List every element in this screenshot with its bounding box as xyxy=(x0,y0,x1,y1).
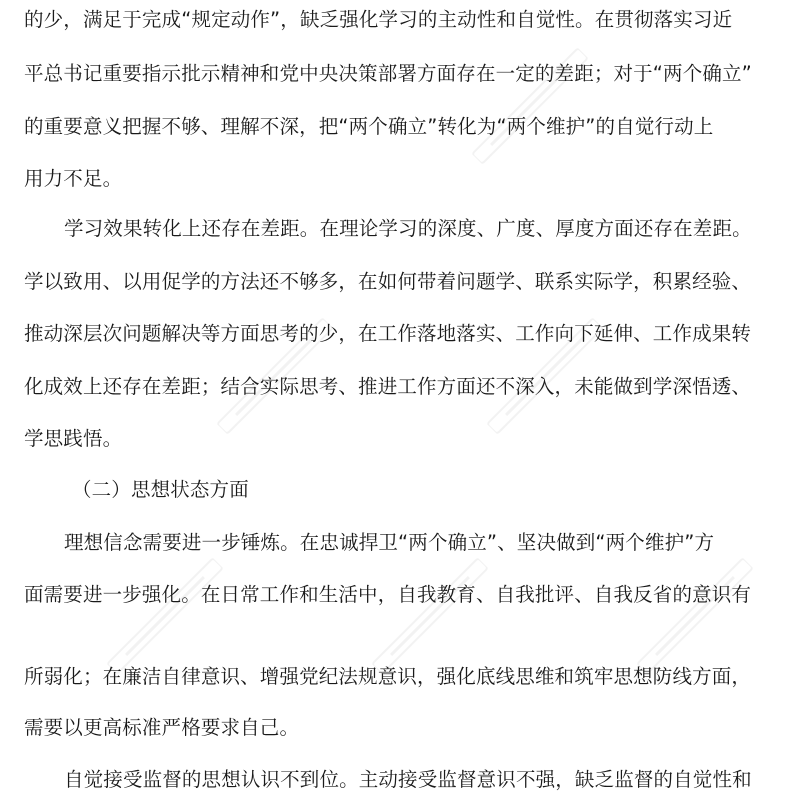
section-heading: （二）思想状态方面 xyxy=(72,478,249,501)
body-text-line: 化成效上还存在差距；结合实际思考、推进工作方面还不深入，未能做到学深悟透、 xyxy=(24,375,752,398)
body-text-line: 需要以更高标准严格要求自己。 xyxy=(24,716,300,739)
watermark xyxy=(634,555,756,677)
body-text-line: 的重要意义把握不够、理解不深，把“两个确立”转化为“两个维护”的自觉行动上 xyxy=(24,115,714,138)
watermark xyxy=(369,555,491,677)
body-text-line: 学思践悟。 xyxy=(24,427,123,450)
paragraph-lead-line: 学习效果转化上还存在差距。在理论学习的深度、广度、厚度方面还存在差距。 xyxy=(64,217,752,240)
body-text-line: 用力不足。 xyxy=(24,167,123,190)
body-text-line: 的少，满足于完成“规定动作”，缺乏强化学习的主动性和自觉性。在贯彻落实习近 xyxy=(24,8,733,31)
body-text-line: 学以致用、以用促学的方法还不够多，在如何带着问题学、联系实际学，积累经验、 xyxy=(24,270,752,293)
body-text-line: 所弱化；在廉洁自律意识、增强党纪法规意识，强化底线思维和筑牢思想防线方面， xyxy=(24,665,752,688)
body-text-line: 平总书记重要指示批示精神和党中央决策部署方面存在一定的差距；对于“两个确立” xyxy=(24,62,752,85)
body-text-line: 推动深层次问题解决等方面思考的少，在工作落地落实、工作向下延伸、工作成果转 xyxy=(24,322,752,345)
paragraph-lead-line: 理想信念需要进一步锤炼。在忠诚捍卫“两个确立”、坚决做到“两个维护”方 xyxy=(64,531,715,554)
paragraph-lead-line: 自觉接受监督的思想认识不到位。主动接受监督意识不强，缺乏监督的自觉性和 xyxy=(64,768,752,791)
watermark xyxy=(104,555,226,677)
body-text-line: 面需要进一步强化。在日常工作和生活中，自我教育、自我批评、自我反省的意识有 xyxy=(24,583,752,606)
